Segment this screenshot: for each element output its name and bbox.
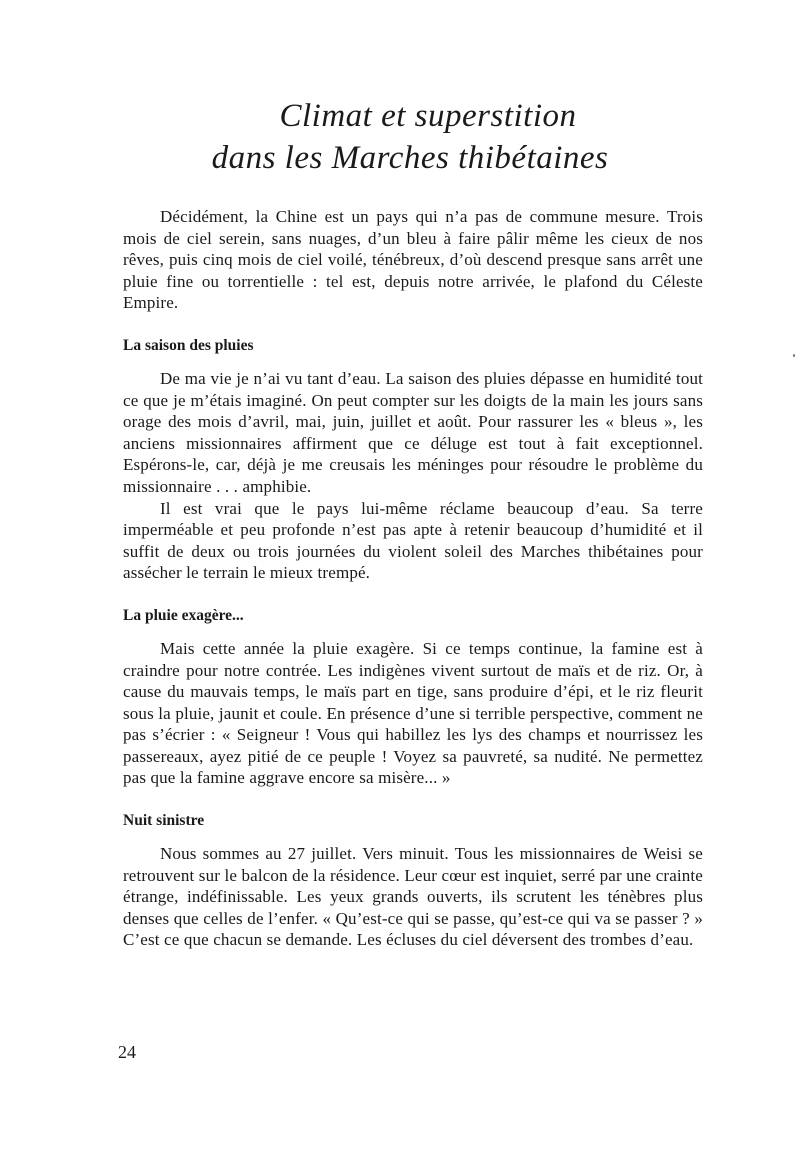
saison-paragraph-1: De ma vie je n’ai vu tant d’eau. La saison des pluies dépasse en humidité tout ce que je m’étais imaginé. On peut compter sur les doigts de la main les jours sans orage des mois d’avril, mai, juin, juillet et août. Pour rassurer les « bleus », les anciens missionnaires affirment que ce déluge est tout à fait exceptionnel. Espérons-le, car, déjà je me creusais les méninges pour résoudre le problème du missionnaire . . . amphibie. (123, 368, 703, 496)
chapter-title-line-1: Climat et superstition (279, 98, 577, 134)
scan-speck (793, 354, 795, 357)
chapter-title-line-2: dans les Marches thibétaines (211, 140, 609, 176)
chapter-title (0, 95, 800, 179)
section-heading-nuit-sinistre: Nuit sinistre (123, 812, 205, 830)
section-heading-saison-des-pluies: La saison des pluies (123, 336, 254, 354)
pluie-paragraph-1: Mais cette année la pluie exagère. Si ce temps continue, la famine est à craindre pour notre contrée. Les indigènes vivent surtout de maïs et de riz. Or, à cause du mauvais temps, le maïs part en tige, sans produire d’épi, et le riz fleurit sous la pluie, jaunit et coule. En présence d’une si terrible perspective, comment ne pas s’écrier : « Seigneur ! Vous qui habillez les lys des champs et nourrissez les passereaux, ayez pitié de ce peuple ! Voyez sa pauvreté, sa nudité. Ne permettez pas que la famine aggrave encore sa misère... » (123, 638, 703, 788)
chapter-body (123, 206, 703, 951)
intro-paragraph: Décidément, la Chine est un pays qui n’a pas de commune mesure. Trois mois de ciel serein, sans nuages, d’un bleu à faire pâlir même les cieux de nos rêves, puis cinq mois de ciel voilé, ténébreux, d’où descend presque sans arrêt une pluie fine ou torrentielle : tel est, depuis notre arrivée, le plafond du Céleste Empire. (123, 207, 703, 313)
nuit-paragraph-1: Nous sommes au 27 juillet. Vers minuit. Tous les missionnaires de Weisi se retrouvent sur le balcon de la résidence. Leur cœur est inquiet, serré par une crainte étrange, indéfinissable. Les yeux grands ouverts, ils scrutent les ténèbres plus denses que celles de l’enfer. « Qu’est-ce qui se passe, qu’est-ce qui va se passer ? » C’est ce que chacun se demande. Les écluses du ciel déversent des trombes d’eau. (123, 844, 703, 950)
page-number: 24 (118, 1042, 136, 1062)
saison-paragraph-2: Il est vrai que le pays lui-même réclame beaucoup d’eau. Sa terre imperméable et peu profonde n’est pas apte à retenir beaucoup d’humidité et il suffit de deux ou trois journées du violent soleil des Marches thibétaines pour assécher le terrain le mieux trempé. (123, 498, 703, 583)
section-heading-pluie-exagere: La pluie exagère... (123, 606, 244, 624)
